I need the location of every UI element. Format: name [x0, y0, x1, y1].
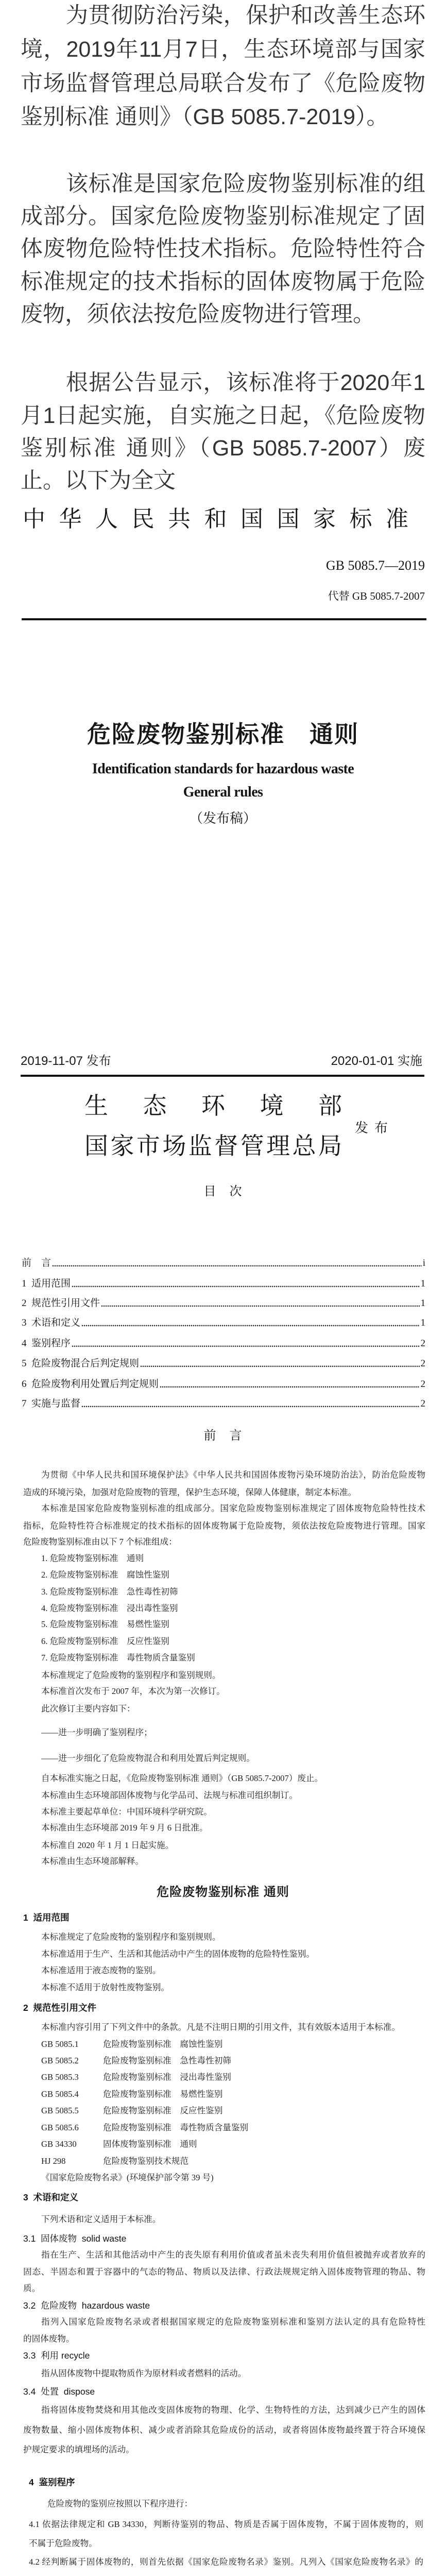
toc-entry [22, 1278, 425, 1290]
toc-entry-page: 2 [420, 1338, 425, 1349]
toc-entry-page: 2 [420, 1358, 425, 1369]
term-definition-line: 指在生产、生活和其他活动中产生的丧失原有利用价值或者虽未丧失利用价值但被抛弃或者放弃的 [41, 2250, 425, 2260]
foreword-line: 本标准自 2020 年 1 月 1 日起实施。 [41, 1840, 174, 1850]
section-line: 危险废物的鉴别应按照以下程序进行： [47, 2499, 193, 2509]
toc-entry [22, 1398, 425, 1410]
term-definition-line: 质。 [23, 2283, 41, 2293]
term-definition-line: 固态、半固态和置于容器中的气态的物品、物质以及法律、行政法规规定纳入固体废物管理的物品、物 [23, 2267, 425, 2277]
effective-date: 2020-01-01 实施 [331, 1054, 422, 1068]
intro-paragraph-line: 成部分。国家危险废物鉴别标准规定了固 [21, 204, 425, 229]
toc-dot-leader [81, 1405, 419, 1408]
foreword-list-item: 5. 危险废物鉴别标准 易燃性鉴别 [41, 1619, 169, 1629]
toc-entry-page: 2 [420, 1398, 425, 1409]
section-line: 不属于危险废物。 [29, 2538, 97, 2548]
foreword-line: 本标准是国家危险废物鉴别标准的组成部分。国家危险废物鉴别标准规定了固体废物危险特性技术 [41, 1503, 425, 1513]
foreword-line: 本标准首次发布于 2007 年，本次为第一次修订。 [41, 1686, 225, 1696]
foreword-line: 本标准由生态环境部固体废物与化学品司、法规与标准司组织制订。 [41, 1790, 298, 1800]
reference-code: GB 5085.3 [41, 2072, 79, 2082]
foreword-line: 自本标准实施之日起，《危险废物鉴别标准 通则》（GB 5085.7-2007）废止。 [41, 1773, 323, 1783]
intro-paragraph-line: 根据公告显示，该标准将于2020年1 [66, 370, 425, 395]
foreword-line: 危险废物鉴别标准由以下 7 个标准组成： [23, 1537, 177, 1547]
issuer-name: 生态环境部 [84, 1093, 342, 1119]
reference-title: 危险废物鉴别标准 急性毒性初筛 [103, 2056, 231, 2065]
intro-paragraph-line: 标准规定的技术指标的固体废物属于危险 [21, 269, 425, 294]
reference-code: GB 5085.5 [41, 2106, 79, 2115]
revision-item: ——进一步明确了鉴别程序； [41, 1727, 152, 1737]
toc-dot-leader [140, 1365, 419, 1367]
intro-paragraph-line: 该标准是国家危险废物鉴别标准的组 [66, 172, 425, 196]
term-definition-line: 的固体废物。 [23, 2334, 75, 2344]
toc-entry-page: 1 [420, 1298, 425, 1309]
section-line: 本标准内容引用了下列文件中的条款。凡是不注明日期的引用文件，其有效版本适用于本标准。 [41, 2022, 400, 2032]
toc-entry-label: 4 鉴别程序 [22, 1338, 71, 1349]
section-line: 本标准规定了危险废物的鉴别程序和鉴别规则。 [41, 1932, 221, 1942]
toc-entry [22, 1317, 425, 1329]
issue-label: 发布 [355, 1121, 394, 1136]
cover-divider [22, 618, 426, 620]
date-divider [21, 1075, 424, 1077]
toc-entry-page: i [422, 1258, 425, 1268]
toc-entry [22, 1378, 425, 1391]
section-line: 下列术语和定义适用于本标准。 [41, 2214, 161, 2224]
reference-title: 危险废物鉴别标准 反应性鉴别 [103, 2106, 223, 2115]
term-definition-line: 护规定要求的填埋场的活动。 [23, 2445, 134, 2454]
term-heading: 3.3 利用 recycle [23, 2350, 90, 2361]
section-line: 本标准不适用于放射性废物鉴别。 [41, 1982, 169, 1992]
foreword-line: 本标准规定了危险废物的鉴别程序和鉴别规则。 [41, 1670, 221, 1680]
toc-entry-label: 3 术语和定义 [22, 1317, 81, 1328]
toc-entry-label: 5 危险废物混合后判定规则 [22, 1358, 140, 1369]
toc-entry-page: 1 [420, 1278, 425, 1289]
toc-entry-label: 7 实施与监督 [22, 1398, 81, 1409]
release-date: 2019-11-07 发布 [21, 1054, 111, 1068]
intro-paragraph-line: 废物，须依法按危险废物进行管理。 [21, 302, 375, 327]
term-definition-line: 指列入国家危险废物名录或者根据国家规定的危险废物鉴别标准和鉴别方法认定的具有危险特性 [41, 2317, 425, 2327]
toc-entry-page: 1 [420, 1317, 425, 1328]
toc-dot-leader [101, 1305, 419, 1307]
foreword-list-item: 3. 危险废物鉴别标准 急性毒性初筛 [41, 1587, 178, 1597]
standard-body-title: 危险废物鉴别标准 通则 [157, 1885, 289, 1899]
term-definition-line: 指从固体废物中提取物质作为原材料或者燃料的活动。 [41, 2368, 247, 2378]
issuer-name: 国家市场监督管理总局 [84, 1133, 342, 1159]
foreword-list-item: 1. 危险废物鉴别标准 通则 [41, 1553, 144, 1563]
foreword-line: 指标，危险特性符合标准规定的技术指标的固体废物属于危险废物，须依法按危险废物进行管理。国家 [23, 1521, 425, 1531]
toc-dot-leader [72, 1285, 419, 1287]
reference-title: 危险废物鉴别标准 毒性物质含量鉴别 [103, 2123, 249, 2132]
intro-paragraph-line: 为贯彻防治污染，保护和改善生态环 [66, 3, 425, 28]
foreword-list-item: 4. 危险废物鉴别标准 浸出毒性鉴别 [41, 1603, 178, 1613]
draft-label: （发布稿） [189, 811, 256, 826]
intro-paragraph-line: 鉴别标准 通则》（GB 5085.7-2019）。 [21, 105, 389, 129]
foreword-title: 前 言 [203, 1429, 243, 1443]
standard-title-cn: 危险废物鉴别标准 通则 [87, 721, 359, 748]
replaces-code: 代替 GB 5085.7-2007 [328, 590, 425, 602]
intro-paragraph-line: 鉴别标准 通则》（GB 5085.7-2007）废 [21, 436, 425, 461]
term-definition-line: 废物数量、缩小固体废物体积、减少或者消除其危险成份的活动，或者将固体废物最终置于符合环境保 [23, 2425, 425, 2435]
toc-entry [22, 1358, 425, 1370]
toc-entry-page: 2 [420, 1379, 425, 1389]
reference-title: 固体废物鉴别标准 通则 [103, 2139, 197, 2149]
reference-title: 危险废物鉴别标准 易燃性鉴别 [103, 2089, 223, 2099]
toc-dot-leader [52, 1265, 422, 1267]
toc-title: 目 次 [203, 1184, 243, 1198]
standard-type-heading: 中华人民共和国国家标准 [23, 506, 422, 532]
term-heading: 3.1 固体废物 solid waste [23, 2233, 127, 2244]
foreword-line: 本标准由生态环境部解释。 [41, 1856, 144, 1866]
term-definition-line: 指将固体废物焚烧和用其他改变固体废物的物理、化学、生物特性的方法，达到减少已产生的固体 [41, 2405, 425, 2415]
section-heading: 1 适用范围 [23, 1912, 70, 1923]
toc-entry-label: 1 适用范围 [22, 1278, 71, 1289]
section-line: 本标准适用于生产、生活和其他活动中产生的固体废物的危险特性鉴别。 [41, 1949, 315, 1959]
reference-code: GB 34330 [41, 2139, 77, 2149]
intro-paragraph-line: 月1日起实施，自实施之日起，《危险废物 [21, 403, 425, 428]
section-heading: 4 鉴别程序 [29, 2477, 75, 2487]
foreword-list-item: 7. 危险废物鉴别标准 毒性物质含量鉴别 [41, 1653, 195, 1663]
foreword-line: 本标准由生态环境部 2019 年 9 月 6 日批准。 [41, 1823, 208, 1833]
toc-dot-leader [72, 1345, 419, 1347]
reference-title: 危险废物鉴别标准 腐蚀性鉴别 [103, 2039, 223, 2049]
toc-entry-label: 2 规范性引用文件 [22, 1298, 100, 1309]
section-heading: 3 术语和定义 [23, 2192, 78, 2202]
reference-code: GB 5085.4 [41, 2089, 79, 2099]
toc-entry [22, 1297, 425, 1310]
toc-entry [22, 1257, 425, 1269]
foreword-list-item: 6. 危险废物鉴别标准 反应性鉴别 [41, 1636, 169, 1646]
toc-dot-leader [160, 1386, 419, 1388]
section-heading: 2 规范性引用文件 [23, 2003, 96, 2013]
toc-entry-label: 前 言 [22, 1258, 52, 1268]
reference-code: HJ 298 [41, 2156, 66, 2166]
toc-entry [22, 1337, 425, 1350]
foreword-line: 此次修订主要内容如下： [41, 1704, 135, 1714]
intro-paragraph-line: 市场监督管理总局联合发布了《危险废物 [21, 71, 425, 96]
reference-code: GB 5085.2 [41, 2056, 79, 2065]
term-heading: 3.4 处置 dispose [23, 2386, 95, 2397]
toc-dot-leader [81, 1325, 419, 1327]
reference-title: 危险废物鉴别技术规范 [103, 2156, 188, 2166]
reference-title: 危险废物鉴别标准 浸出毒性鉴别 [103, 2072, 231, 2082]
section-line: 4.2 经判断属于固体废物的，则首先依据《国家危险废物名录》鉴别。凡列入《国家危险废物名录》的 [29, 2557, 423, 2567]
intro-paragraph-line: 境，2019年11月7日，生态环境部与国家 [21, 37, 425, 62]
standard-code: GB 5085.7—2019 [325, 558, 425, 573]
reference-code: GB 5085.6 [41, 2123, 79, 2132]
standard-title-en: Identification standards for hazardous waste [92, 761, 354, 777]
section-line: 本标准适用于液态废物的鉴别。 [41, 1965, 161, 1975]
term-heading: 3.2 危险废物 hazardous waste [23, 2300, 150, 2311]
intro-paragraph-line: 体废物危险特性技术指标。危险特性符合 [21, 236, 425, 261]
reference-note: 《国家危险废物名录》(环境保护部令第 39 号) [41, 2173, 214, 2182]
foreword-line: 本标准主要起草单位：中国环境科学研究院。 [41, 1807, 212, 1817]
section-line: 4.1 依据法律规定和 GB 34330，判断待鉴别的物品、物质是否属于固体废物，不属于固体废物的，则 [29, 2519, 423, 2529]
foreword-line: 造成的环境污染，加强对危险废物的管理，保护生态环境，保障人体健康，制定本标准。 [23, 1487, 357, 1497]
reference-code: GB 5085.1 [41, 2039, 79, 2049]
standard-subtitle-en: General rules [183, 784, 263, 800]
intro-paragraph-line: 止。以下为全文 [21, 468, 176, 493]
toc-entry-label: 6 危险废物利用处置后判定规则 [22, 1379, 159, 1389]
foreword-line: 为贯彻《中华人民共和国环境保护法》《中华人民共和国固体废物污染环境防治法》，防治危险废物 [41, 1470, 425, 1480]
revision-item: ——进一步细化了危险废物混合和利用处置后判定规则。 [41, 1753, 255, 1763]
foreword-list-item: 2. 危险废物鉴别标准 腐蚀性鉴别 [41, 1570, 169, 1580]
